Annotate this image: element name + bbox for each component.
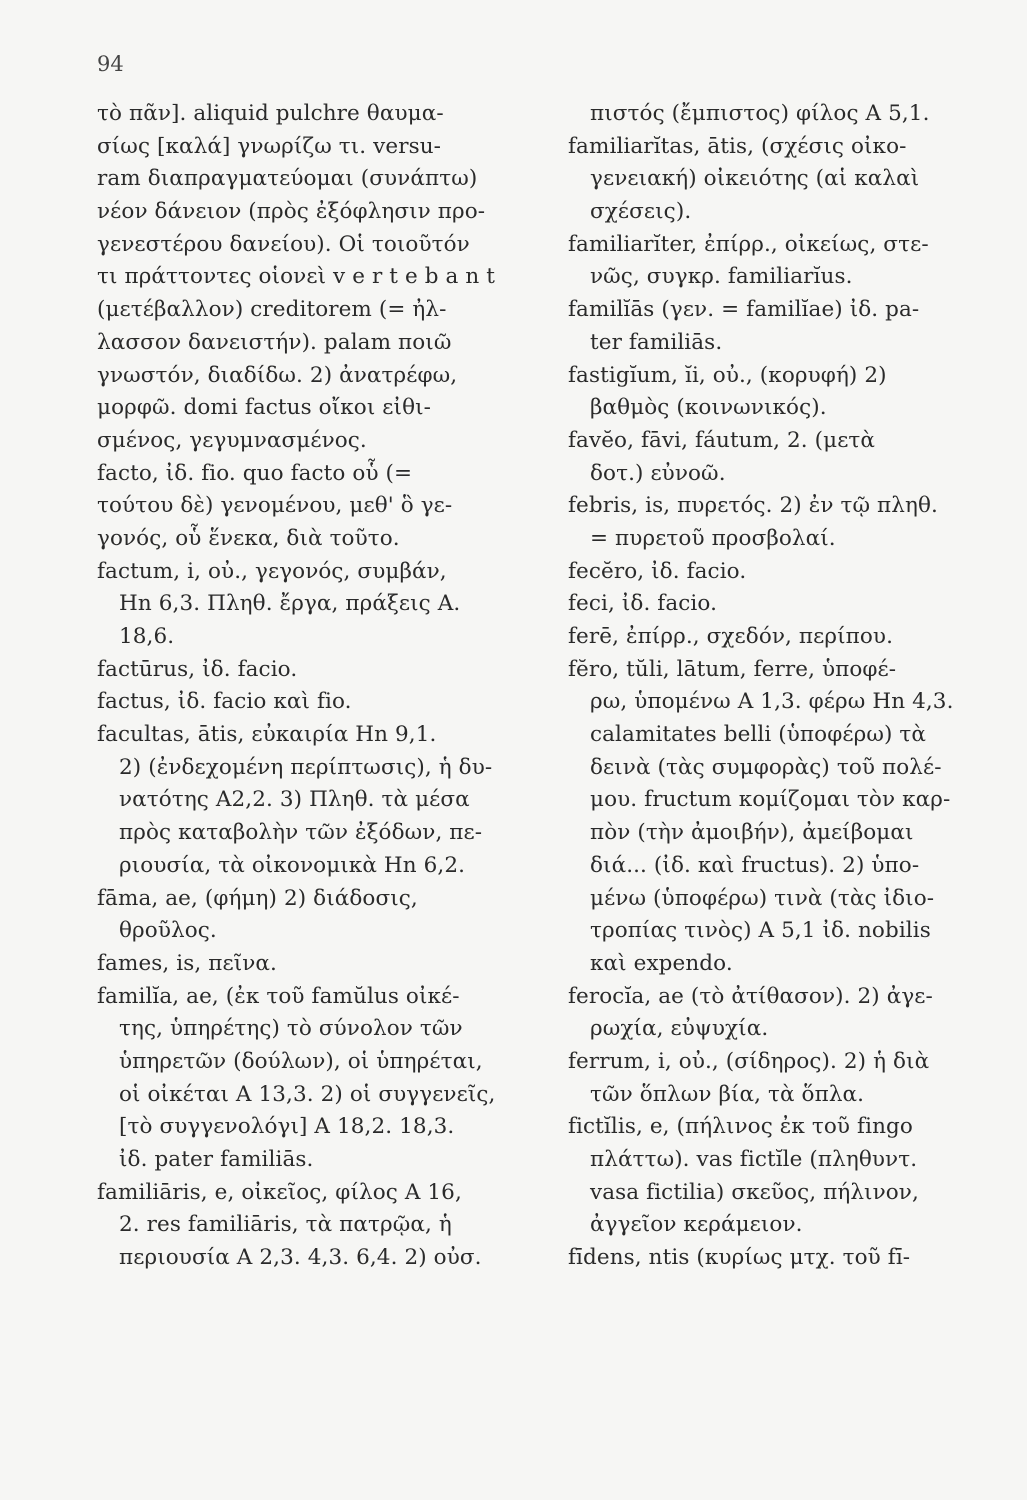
dictionary-line: Hn 6,3. Πληθ. ἔργα, πράξεις A. — [119, 591, 461, 617]
dictionary-line: fīdens, ntis (κυρίως μτχ. τοῦ fī- — [568, 1245, 911, 1271]
left-column — [97, 98, 537, 1275]
dictionary-line: περιουσία A 2,3. 4,3. 6,4. 2) οὐσ. — [119, 1245, 482, 1271]
dictionary-line: γενειακή) οἰκειότης (αἱ καλαὶ — [590, 166, 920, 192]
dictionary-line: vasa fictilia) σκεῦος, πήλινον, — [590, 1179, 919, 1205]
dictionary-line: fecĕro, ἰδ. facio. — [568, 558, 747, 584]
dictionary-line: τούτου δὲ) γενομένου, μεθ' ὃ γε- — [97, 493, 453, 519]
dictionary-line: καὶ expendo. — [590, 950, 733, 976]
dictionary-line: fictĭlis, e, (πήλινος ἐκ τοῦ fingo — [568, 1114, 913, 1140]
dictionary-line: ferē, ἐπίρρ., σχεδόν, περίπου. — [568, 624, 894, 649]
dictionary-line: νῶς, συγκρ. familiarĭus. — [590, 264, 853, 290]
dictionary-line: favĕo, fāvi, fáutum, 2. (μετὰ — [568, 427, 876, 453]
dictionary-line: μένω (ὑποφέρω) τινὰ (τὰς ἰδιο- — [590, 885, 935, 911]
dictionary-line: fĕro, tŭli, lātum, ferre, ὑποφέ- — [568, 656, 897, 682]
dictionary-line: σμένος, γεγυμνασμένος. — [97, 427, 367, 453]
dictionary-line: λασσον δανειστήν). palam ποιῶ — [97, 329, 452, 355]
dictionary-line: feci, ἰδ. facio. — [568, 591, 718, 617]
dictionary-line: 2. res familiāris, τὰ πατρῷα, ἡ — [119, 1212, 452, 1238]
dictionary-line: πρὸς καταβολὴν τῶν ἐξόδων, πε- — [119, 820, 483, 846]
page-number: 94 — [97, 52, 124, 76]
dictionary-line: γενεστέρου δανείου). Οἱ τοιοῦτόν — [97, 231, 470, 257]
dictionary-line: calamitates belli (ὑποφέρω) τὰ — [590, 722, 926, 748]
dictionary-line: facto, ἰδ. fio. quo facto οὗ (= — [97, 460, 413, 486]
dictionary-line: fāma, ae, (φήμη) 2) διάδοσις, — [97, 885, 418, 911]
dictionary-line: facultas, ātis, εὐκαιρία Hn 9,1. — [97, 722, 437, 748]
dictionary-line: ρωχία, εὐψυχία. — [590, 1016, 769, 1042]
dictionary-line: της, ὑπηρέτης) τὸ σύνολον τῶν — [119, 1016, 463, 1042]
dictionary-line: ἰδ. pater familiās. — [119, 1147, 314, 1172]
dictionary-line: τι πράττοντες οἱονεὶ v e r t e b a n t — [97, 264, 496, 290]
dictionary-line: ἀγγεῖον κεράμειον. — [590, 1212, 803, 1238]
dictionary-line: factus, ἰδ. facio καὶ fio. — [97, 689, 352, 715]
dictionary-line: familiarĭter, ἐπίρρ., οἰκείως, στε- — [568, 231, 929, 257]
dictionary-line: 18,6. — [119, 624, 175, 649]
dictionary-line: θροῦλος. — [119, 918, 217, 944]
dictionary-line: νέον δάνειον (πρὸς ἐξόφλησιν προ- — [97, 199, 486, 225]
dictionary-line: fames, is, πεῖνα. — [97, 950, 277, 976]
dictionary-line: μου. fructum κομίζομαι τὸν καρ- — [590, 787, 951, 813]
dictionary-line: ρω, ὑπομένω A 1,3. φέρω Hn 4,3. — [590, 689, 954, 715]
dictionary-line: (μετέβαλλον) creditorem (= ἠλ- — [97, 297, 447, 323]
dictionary-line: factūrus, ἰδ. facio. — [97, 656, 298, 682]
dictionary-line: febris, is, πυρετός. 2) ἐν τῷ πληθ. — [568, 493, 938, 519]
dictionary-line: σίως [καλά] γνωρίζω τι. versu- — [97, 133, 442, 159]
dictionary-line: 2) (ἐνδεχομένη περίπτωσις), ἡ δυ- — [119, 754, 493, 780]
dictionary-line: βαθμὸς (κοινωνικός). — [590, 395, 827, 421]
dictionary-line: γνωστόν, διαδίδω. 2) ἀνατρέφω, — [97, 362, 458, 388]
dictionary-line: διά... (ἰδ. καὶ fructus). 2) ὑπο- — [590, 852, 920, 878]
dictionary-line: τῶν ὅπλων βία, τὰ ὅπλα. — [590, 1081, 865, 1107]
dictionary-line: factum, i, οὐ., γεγονός, συμβάν, — [97, 558, 447, 584]
dictionary-line: πὸν (τὴν ἀμοιβήν), ἀμείβομαι — [590, 820, 914, 846]
dictionary-line: ὑπηρετῶν (δούλων), οἱ ὑπηρέται, — [119, 1048, 483, 1074]
dictionary-line: σχέσεις). — [590, 199, 692, 225]
dictionary-line: ram διαπραγματεύομαι (συνάπτω) — [97, 166, 478, 192]
dictionary-line: μορφῶ. domi factus οἴκοι εἰθι- — [97, 395, 432, 421]
dictionary-line: familĭa, ae, (ἐκ τοῦ famŭlus οἰκέ- — [97, 983, 460, 1009]
dictionary-line: = πυρετοῦ προσβολαί. — [590, 525, 836, 551]
dictionary-line: fastigĭum, ĭi, οὐ., (κορυφή) 2) — [568, 362, 887, 388]
dictionary-line: familiāris, e, οἰκεῖος, φίλος A 16, — [97, 1179, 462, 1205]
dictionary-line: familiarĭtas, ātis, (σχέσις οἰκο- — [568, 133, 907, 159]
dictionary-line: οἱ οἰκέται A 13,3. 2) οἱ συγγενεῖς, — [119, 1081, 496, 1107]
dictionary-line: ferocĭa, ae (τὸ ἀτίθασον). 2) ἀγε- — [568, 983, 933, 1009]
right-column — [568, 98, 1008, 1275]
dictionary-line: τὸ πᾶν]. aliquid pulchre θαυμα- — [97, 101, 444, 126]
dictionary-line: [τὸ συγγενολόγι] A 18,2. 18,3. — [119, 1114, 455, 1140]
dictionary-line: ferrum, i, οὐ., (σίδηρος). 2) ἡ διὰ — [568, 1048, 930, 1074]
dictionary-line: πιστός (ἔμπιστος) φίλος A 5,1. — [590, 101, 930, 126]
dictionary-line: τροπίας τινὸς) A 5,1 ἰδ. nobilis — [590, 918, 931, 944]
dictionary-line: ter familiās. — [590, 329, 723, 355]
dictionary-line: δοτ.) εὐνοῶ. — [590, 460, 726, 486]
dictionary-line: familĭās (γεν. = familĭae) ἰδ. pa- — [568, 297, 920, 323]
dictionary-line: πλάττω). vas fictĭle (πληθυντ. — [590, 1147, 918, 1172]
dictionary-line: νατότης A2,2. 3) Πληθ. τὰ μέσα — [119, 787, 470, 813]
dictionary-line: ριουσία, τὰ οἰκονομικὰ Hn 6,2. — [119, 852, 466, 878]
dictionary-line: δεινὰ (τὰς συμφορὰς) τοῦ πολέ- — [590, 754, 942, 780]
dictionary-line: γονός, οὗ ἕνεκα, διὰ τοῦτο. — [97, 525, 400, 551]
